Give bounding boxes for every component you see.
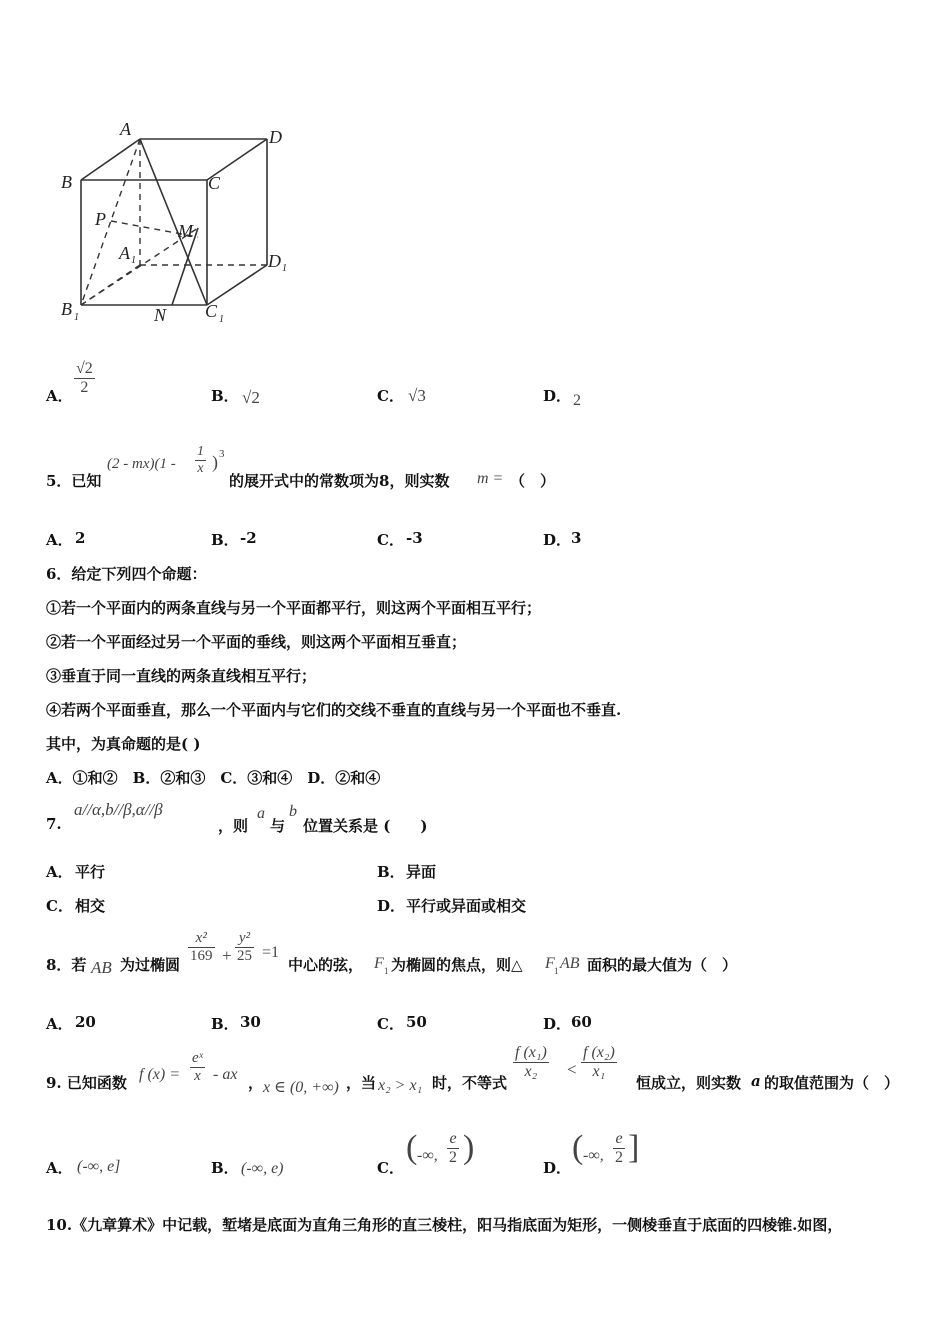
q9-f-num: eˣ	[192, 1050, 203, 1066]
q9-cond: x₂ > x₁	[378, 1077, 423, 1094]
label-A1: A	[119, 243, 130, 263]
q9-option-b-value: (-∞, e)	[241, 1160, 284, 1177]
label-M: M	[178, 221, 193, 241]
q9-option-d-frac	[613, 1130, 625, 1167]
q8-F1-sub: 1	[384, 966, 389, 976]
q4-a-num: √2	[76, 360, 93, 377]
q9-option-c-rparen: )	[463, 1129, 475, 1166]
q8-frac-2	[235, 930, 254, 965]
label-D: D	[269, 127, 282, 147]
q8-option-a-label: A．	[46, 1015, 73, 1033]
q9-t3: 恒成立，则实数	[636, 1074, 742, 1092]
q7-var-a: a	[257, 805, 265, 822]
q7-option-a-label: A．	[46, 863, 73, 881]
q9-right-frac	[581, 1044, 617, 1081]
label-A: A	[120, 119, 131, 139]
q5-option-d-label: D．	[543, 531, 572, 549]
q9-t2: 时，不等式	[432, 1074, 508, 1092]
q8-option-b-label: B．	[211, 1015, 239, 1033]
q7-option-c-value: 相交	[75, 897, 106, 915]
q9-c-num: e	[449, 1130, 457, 1147]
q8-option-c-value: 50	[406, 1013, 427, 1031]
q10-text: 10.《九章算术》中记载，堑堵是底面为直角三角形的直三棱柱，阳马指底面为矩形，一侧棱垂直于底面的四棱锥.如图，	[46, 1216, 843, 1234]
q8-tri-sub: 1	[554, 966, 559, 976]
q5-frac-den: x	[195, 460, 206, 477]
q9-comma: ，	[248, 1074, 264, 1092]
q6-stem: 6．给定下列四个命题：	[46, 565, 207, 583]
q9-var: a	[751, 1072, 761, 1090]
q9-option-d-label: D．	[543, 1159, 572, 1177]
q9-minus: - ax	[213, 1066, 238, 1083]
q8-option-b-value: 30	[240, 1013, 261, 1031]
q6-question: 其中，为真命题的是( )	[46, 735, 201, 753]
q5-option-b-value: -2	[240, 529, 257, 547]
cube-figure	[55, 115, 305, 330]
q9-option-c-label: C．	[377, 1159, 404, 1177]
q6-item-2: ②若一个平面经过另一个平面的垂线，则这两个平面相互垂直；	[46, 633, 467, 651]
label-B1: B	[61, 299, 72, 319]
q5-expr-a: (2 - mx)(1 -	[107, 456, 176, 472]
q9-option-a-value: (-∞, e]	[77, 1158, 121, 1175]
q4-option-b-value: √2	[242, 388, 260, 407]
q9-option-a-label: A．	[46, 1159, 73, 1177]
q7-text3: 位置关系是 ( )	[303, 817, 428, 835]
q5-option-d-value: 3	[571, 529, 582, 547]
q9-right-den: x₁	[581, 1062, 617, 1081]
label-C: C	[208, 173, 221, 193]
q9-option-b-label: B．	[211, 1159, 239, 1177]
q8-t2: 中心的弦，	[288, 956, 364, 974]
q4-option-a-label: A．	[46, 387, 73, 405]
q9-option-d-lparen: (	[572, 1129, 584, 1166]
q9-option-c-lparen: (	[406, 1129, 418, 1166]
q5-expr-frac	[195, 444, 206, 477]
q9-t1: ，当	[346, 1074, 377, 1092]
q9-option-c-open: -∞,	[417, 1147, 438, 1164]
q9-d-num: e	[615, 1130, 623, 1147]
label-N: N	[154, 305, 167, 325]
q5-option-a-value: 2	[75, 529, 86, 547]
q4-option-b-label: B．	[211, 387, 239, 405]
q8-frac2-den: 25	[237, 948, 252, 964]
q8-frac2-num: y²	[238, 930, 251, 946]
q9-f-den: x	[190, 1067, 205, 1085]
q8-F1: F	[374, 955, 384, 972]
q7-option-a-value: 平行	[75, 863, 106, 881]
q8-t3: 为椭圆的焦点，则△	[391, 956, 523, 974]
label-B: B	[61, 172, 72, 192]
q8-prefix: 8．若	[46, 956, 87, 974]
q8-option-c-label: C．	[377, 1015, 404, 1033]
q8-tri-ab: AB	[560, 955, 580, 972]
label-D1: D	[268, 251, 281, 271]
q9-left-num: f (x₁)	[515, 1044, 547, 1061]
q7-option-d-value: 平行或异面或相交	[406, 897, 527, 915]
q7-num: 7.	[46, 815, 62, 833]
q7-option-b-label: B．	[377, 863, 405, 881]
edge-C1D1	[207, 265, 267, 305]
q9-lt: <	[567, 1060, 577, 1079]
q5-option-c-value: -3	[406, 529, 423, 547]
label-B1-sub: 1	[74, 312, 79, 323]
q4-option-c-value: √3	[408, 386, 426, 405]
q8-option-a-value: 20	[75, 1013, 96, 1031]
q7-option-c-label: C．	[46, 897, 73, 915]
q7-var-b: b	[289, 803, 297, 820]
q9-left-frac	[513, 1044, 549, 1081]
q5-option-b-label: B．	[211, 531, 239, 549]
q8-t4: 面积的最大值为（ ）	[587, 956, 738, 974]
q9-t4: 的取值范围为（ ）	[764, 1074, 900, 1092]
edge-AB	[81, 139, 140, 180]
q8-option-d-value: 60	[571, 1013, 592, 1031]
q6-item-4: ④若两个平面垂直，那么一个平面内与它们的交线不垂直的直线与另一个平面也不垂直.	[46, 701, 622, 719]
label-P: P	[95, 209, 106, 229]
q7-expr: a//α,b//β,α//β	[74, 800, 163, 819]
q6-item-3: ③垂直于同一直线的两条直线相互平行；	[46, 667, 317, 685]
q8-eq: =1	[262, 944, 280, 961]
q9-option-d-open: -∞,	[583, 1147, 604, 1164]
q4-option-d-label: D．	[543, 387, 572, 405]
label-D1-sub: 1	[282, 263, 287, 274]
q8-plus: +	[222, 946, 232, 965]
q7-text2: 与	[270, 817, 286, 835]
label-C1-sub: 1	[219, 314, 224, 325]
segment-AC1	[140, 139, 207, 305]
q4-option-a-value	[74, 360, 95, 397]
q6-options: A．①和② B．②和③ C．③和④ D．②和④	[46, 769, 381, 787]
q4-option-d-value: 2	[573, 392, 581, 409]
q7-option-b-value: 异面	[406, 863, 437, 881]
q4-a-den: 2	[74, 378, 95, 397]
q9-option-c-frac	[447, 1130, 459, 1167]
q5-var: m =	[477, 470, 504, 487]
q5-option-c-label: C．	[377, 531, 404, 549]
label-C1: C	[205, 301, 218, 321]
q7-text1: ，则	[218, 817, 249, 835]
q5-close: )	[212, 452, 218, 472]
q6-item-1: ①若一个平面内的两条直线与另一个平面都平行，则这两个平面相互平行；	[46, 599, 542, 617]
q8-frac1-den: 169	[190, 948, 213, 964]
q9-domain: x ∈ (0, +∞)	[263, 1079, 339, 1096]
q9-f-frac	[190, 1050, 205, 1085]
q9-left-den: x₂	[513, 1062, 549, 1081]
q5-paren: （ ）	[510, 472, 556, 490]
q9-option-d-rbracket: ]	[628, 1129, 640, 1166]
q8-frac-1	[188, 930, 215, 965]
q7-option-d-label: D．	[377, 897, 406, 915]
q8-tri-F: F	[545, 955, 555, 972]
q5-option-a-label: A．	[46, 531, 73, 549]
q8-frac1-num: x²	[195, 930, 207, 946]
q4-option-c-label: C．	[377, 387, 404, 405]
q9-fx: f (x) =	[139, 1066, 180, 1083]
label-A1-sub: 1	[131, 255, 136, 266]
q9-prefix: 9. 已知函数	[46, 1074, 127, 1092]
q5-frac-num: 1	[197, 444, 204, 459]
segment-AB1	[81, 139, 140, 305]
q8-option-d-label: D．	[543, 1015, 572, 1033]
q5-middle: 的展开式中的常数项为8，则实数	[229, 472, 450, 490]
q9-right-num: f (x₂)	[583, 1044, 615, 1061]
q5-prefix: 5．已知	[46, 472, 102, 490]
q5-exp: 3	[219, 448, 225, 460]
q9-d-den: 2	[615, 1149, 623, 1166]
q9-c-den: 2	[449, 1149, 457, 1166]
q8-t1: 为过椭圆	[120, 956, 181, 974]
q8-ab: AB	[91, 958, 112, 977]
